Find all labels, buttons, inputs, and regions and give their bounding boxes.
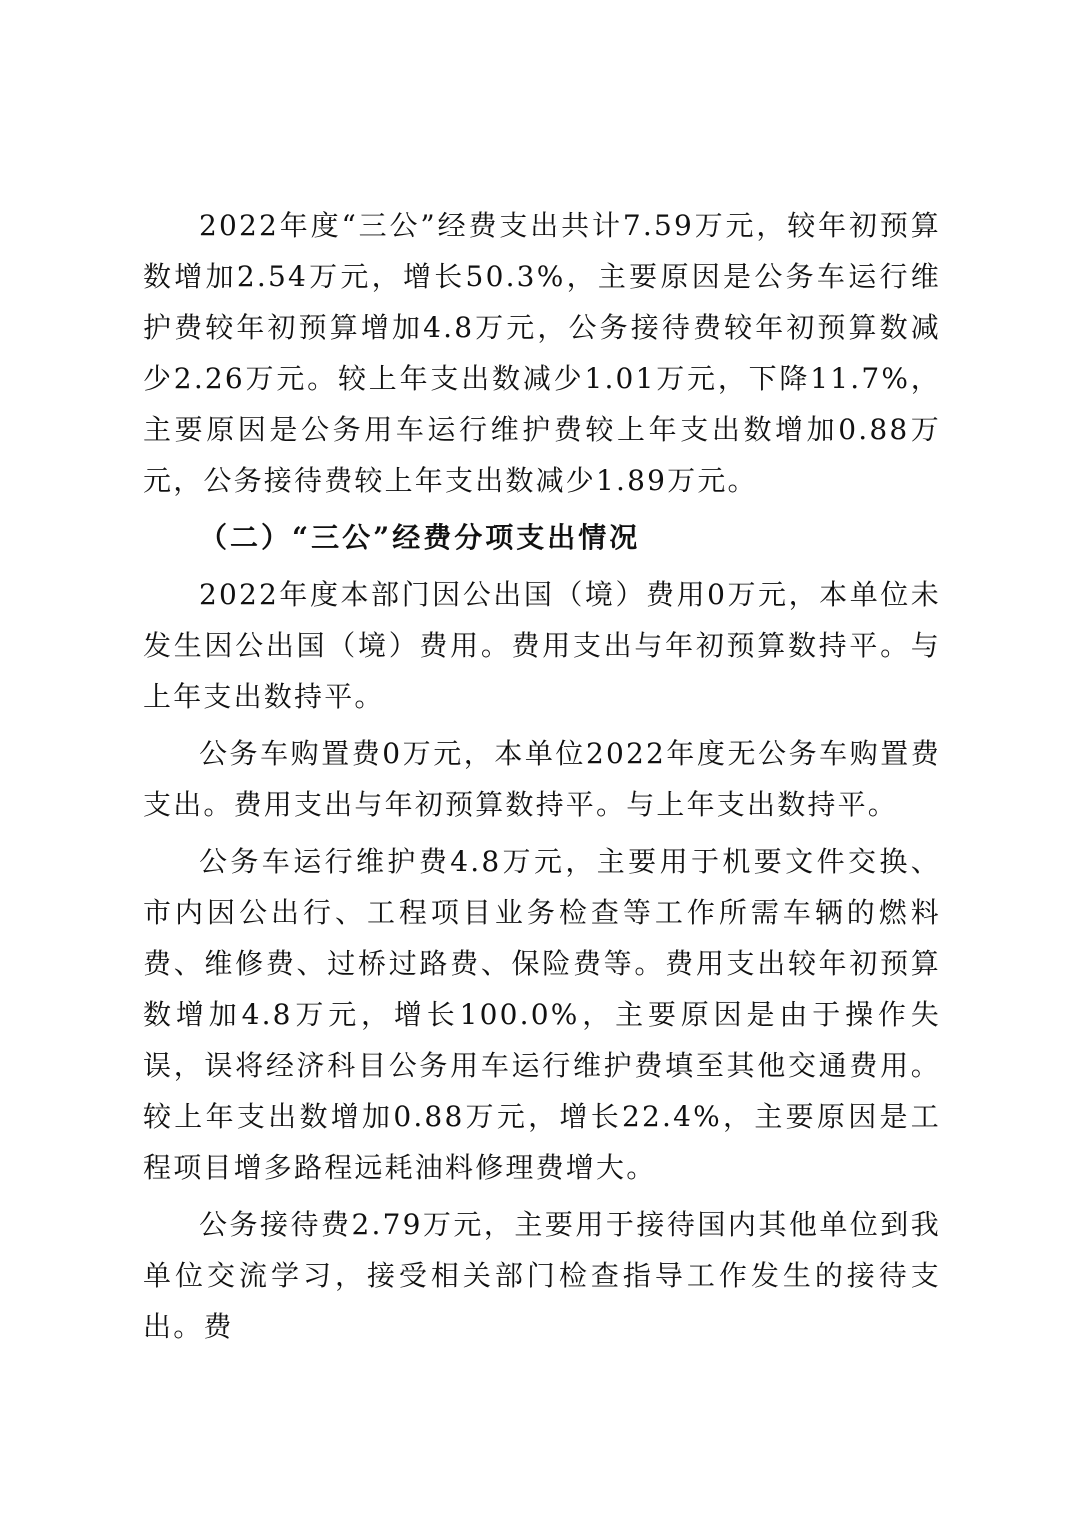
paragraph-overseas-travel: 2022年度本部门因公出国（境）费用0万元，本单位未发生因公出国（境）费用。费用支出与年初预算数持平。与上年支出数持平。 — [143, 578, 941, 713]
paragraph-sangong-total: 2022年度“三公”经费支出共计7.59万元，较年初预算数增加2.54万元，增长50.3%，主要原因是公务车运行维护费较年初预算增加4.8万元，公务接待费较年初预算数减少2.26万元。较上年支出数减少1.01万元，下降11.7%，主要原因是公务用车运行维护费较上年支出数增加0.88万元，公务接待费较上年支出数减少1.89万元。 — [143, 209, 941, 497]
paragraph-reception-expenses: 公务接待费2.79万元，主要用于接待国内其他单位到我单位交流学习，接受相关部门检查指导工作发生的接待支出。费 — [143, 1208, 941, 1343]
paragraph-vehicle-purchase: 公务车购置费0万元，本单位2022年度无公务车购置费支出。费用支出与年初预算数持平。与上年支出数持平。 — [143, 737, 941, 821]
paragraph-vehicle-maintenance: 公务车运行维护费4.8万元，主要用于机要文件交换、市内因公出行、工程项目业务检查等工作所需车辆的燃料费、维修费、过桥过路费、保险费等。费用支出较年初预算数增加4.8万元，增长100.0%，主要原因是由于操作失误，误将经济科目公务用车运行维护费填至其他交通费用。较上年支出数增加0.88万元，增长22.4%，主要原因是工程项目增多路程远耗油料修理费增大。 — [143, 845, 941, 1184]
section-heading-sangong-itemized: （二）“三公”经费分项支出情况 — [199, 521, 641, 554]
document-body — [143, 200, 941, 1358]
